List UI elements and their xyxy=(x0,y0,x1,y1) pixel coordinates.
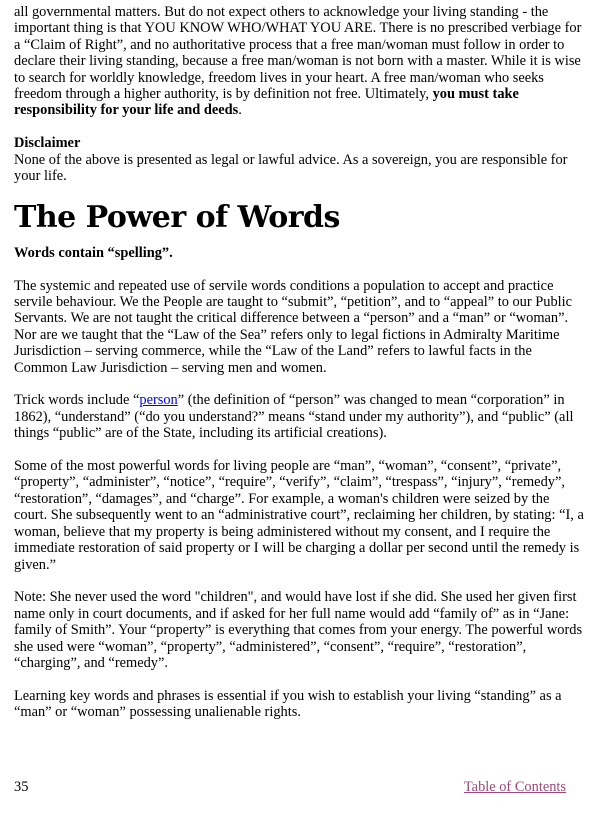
document-page xyxy=(14,4,584,737)
intro-bold-text: you must take responsibility for your life and deeds xyxy=(14,86,519,119)
paragraph-servile-words: The systemic and repeated use of servile words conditions a population to accept and practice servile behaviour. We the People are taught to “submit”, “petition”, and to “appeal” to our Public Servants. We are not taught the critical difference between a “person” and a “man” or “woman”. Nor are we taught that the “Law of the Sea” refers only to legal fictions in Admiralty Maritime Jurisdiction – serving commerce, while the “Law of the Land” refers to lawful facts in the Common Law Jurisdiction – serving men and women. xyxy=(14,277,573,376)
paragraph-learning: Learning key words and phrases is essential if you wish to establish your living “standing” as a “man” or “woman” possessing unalienable rights. xyxy=(14,687,562,721)
trick-words-after: ” (the definition of “person” was changed to mean “corporation” in 1862), “understand” (“do you understand?” means “stand under my authority”), and “public” (all things “public” are of the State, including its artificial creations). xyxy=(14,392,574,442)
intro-text: all governmental matters. But do not expect others to acknowledge your living standing - the important thing is that YOU KNOW WHO/WHAT YOU ARE. There is no prescribed verbiage for a “Claim of Right”, and no authoritative process that a free man/woman must follow in order to declare their living standing, because a free man/woman is not born with a master. While it is wise to search for worldly knowledge, freedom lives in your heart. A free man/woman who seeks freedom through a higher authority, is by definition not free. Ultimately, xyxy=(14,4,582,103)
paragraph-note: Note: She never used the word "children", and would have lost if she did. She used her given first name only in court documents, and if asked for her full name would add “family of” as in “Jane: family of Smith”. Your “property” is everything that comes from your energy. The powerful words she used were “woman”, “property”, “administered”, “consent”, “require”, “restoration”, “charging”, and “remedy”. xyxy=(14,589,583,671)
trick-words-before: Trick words include “ xyxy=(14,392,140,409)
section-subheading: Words contain “spelling”. xyxy=(14,244,173,261)
disclaimer-text: None of the above is presented as legal or lawful advice. As a sovereign, you are responsible for your life. xyxy=(14,151,568,185)
section-title: The Power of Words xyxy=(14,199,340,235)
intro-paragraph xyxy=(14,4,584,119)
paragraph-trick-words xyxy=(14,392,584,441)
page-number: 35 xyxy=(14,779,29,795)
paragraph-powerful-words: Some of the most powerful words for living people are “man”, “woman”, “consent”, “private”, “property”, “administer”, “notice”, “require”, “verify”, “claim”, “trespass”, “injury”, “remedy”, “restoration”, “damages”, and “charge”. For example, a woman's children were seized by the court. She subsequently went to an “administrative court”, reclaiming her children, by stating: “I, a woman, believe that my property is being administered without my consent, and I require the immediate restoration of said property or I will be charging a dollar per second until the remedy is given.” xyxy=(14,458,584,573)
intro-end: . xyxy=(238,102,242,119)
person-link[interactable]: person xyxy=(139,392,178,409)
table-of-contents-link[interactable]: Table of Contents xyxy=(463,779,566,795)
disclaimer-heading: Disclaimer xyxy=(14,135,81,152)
